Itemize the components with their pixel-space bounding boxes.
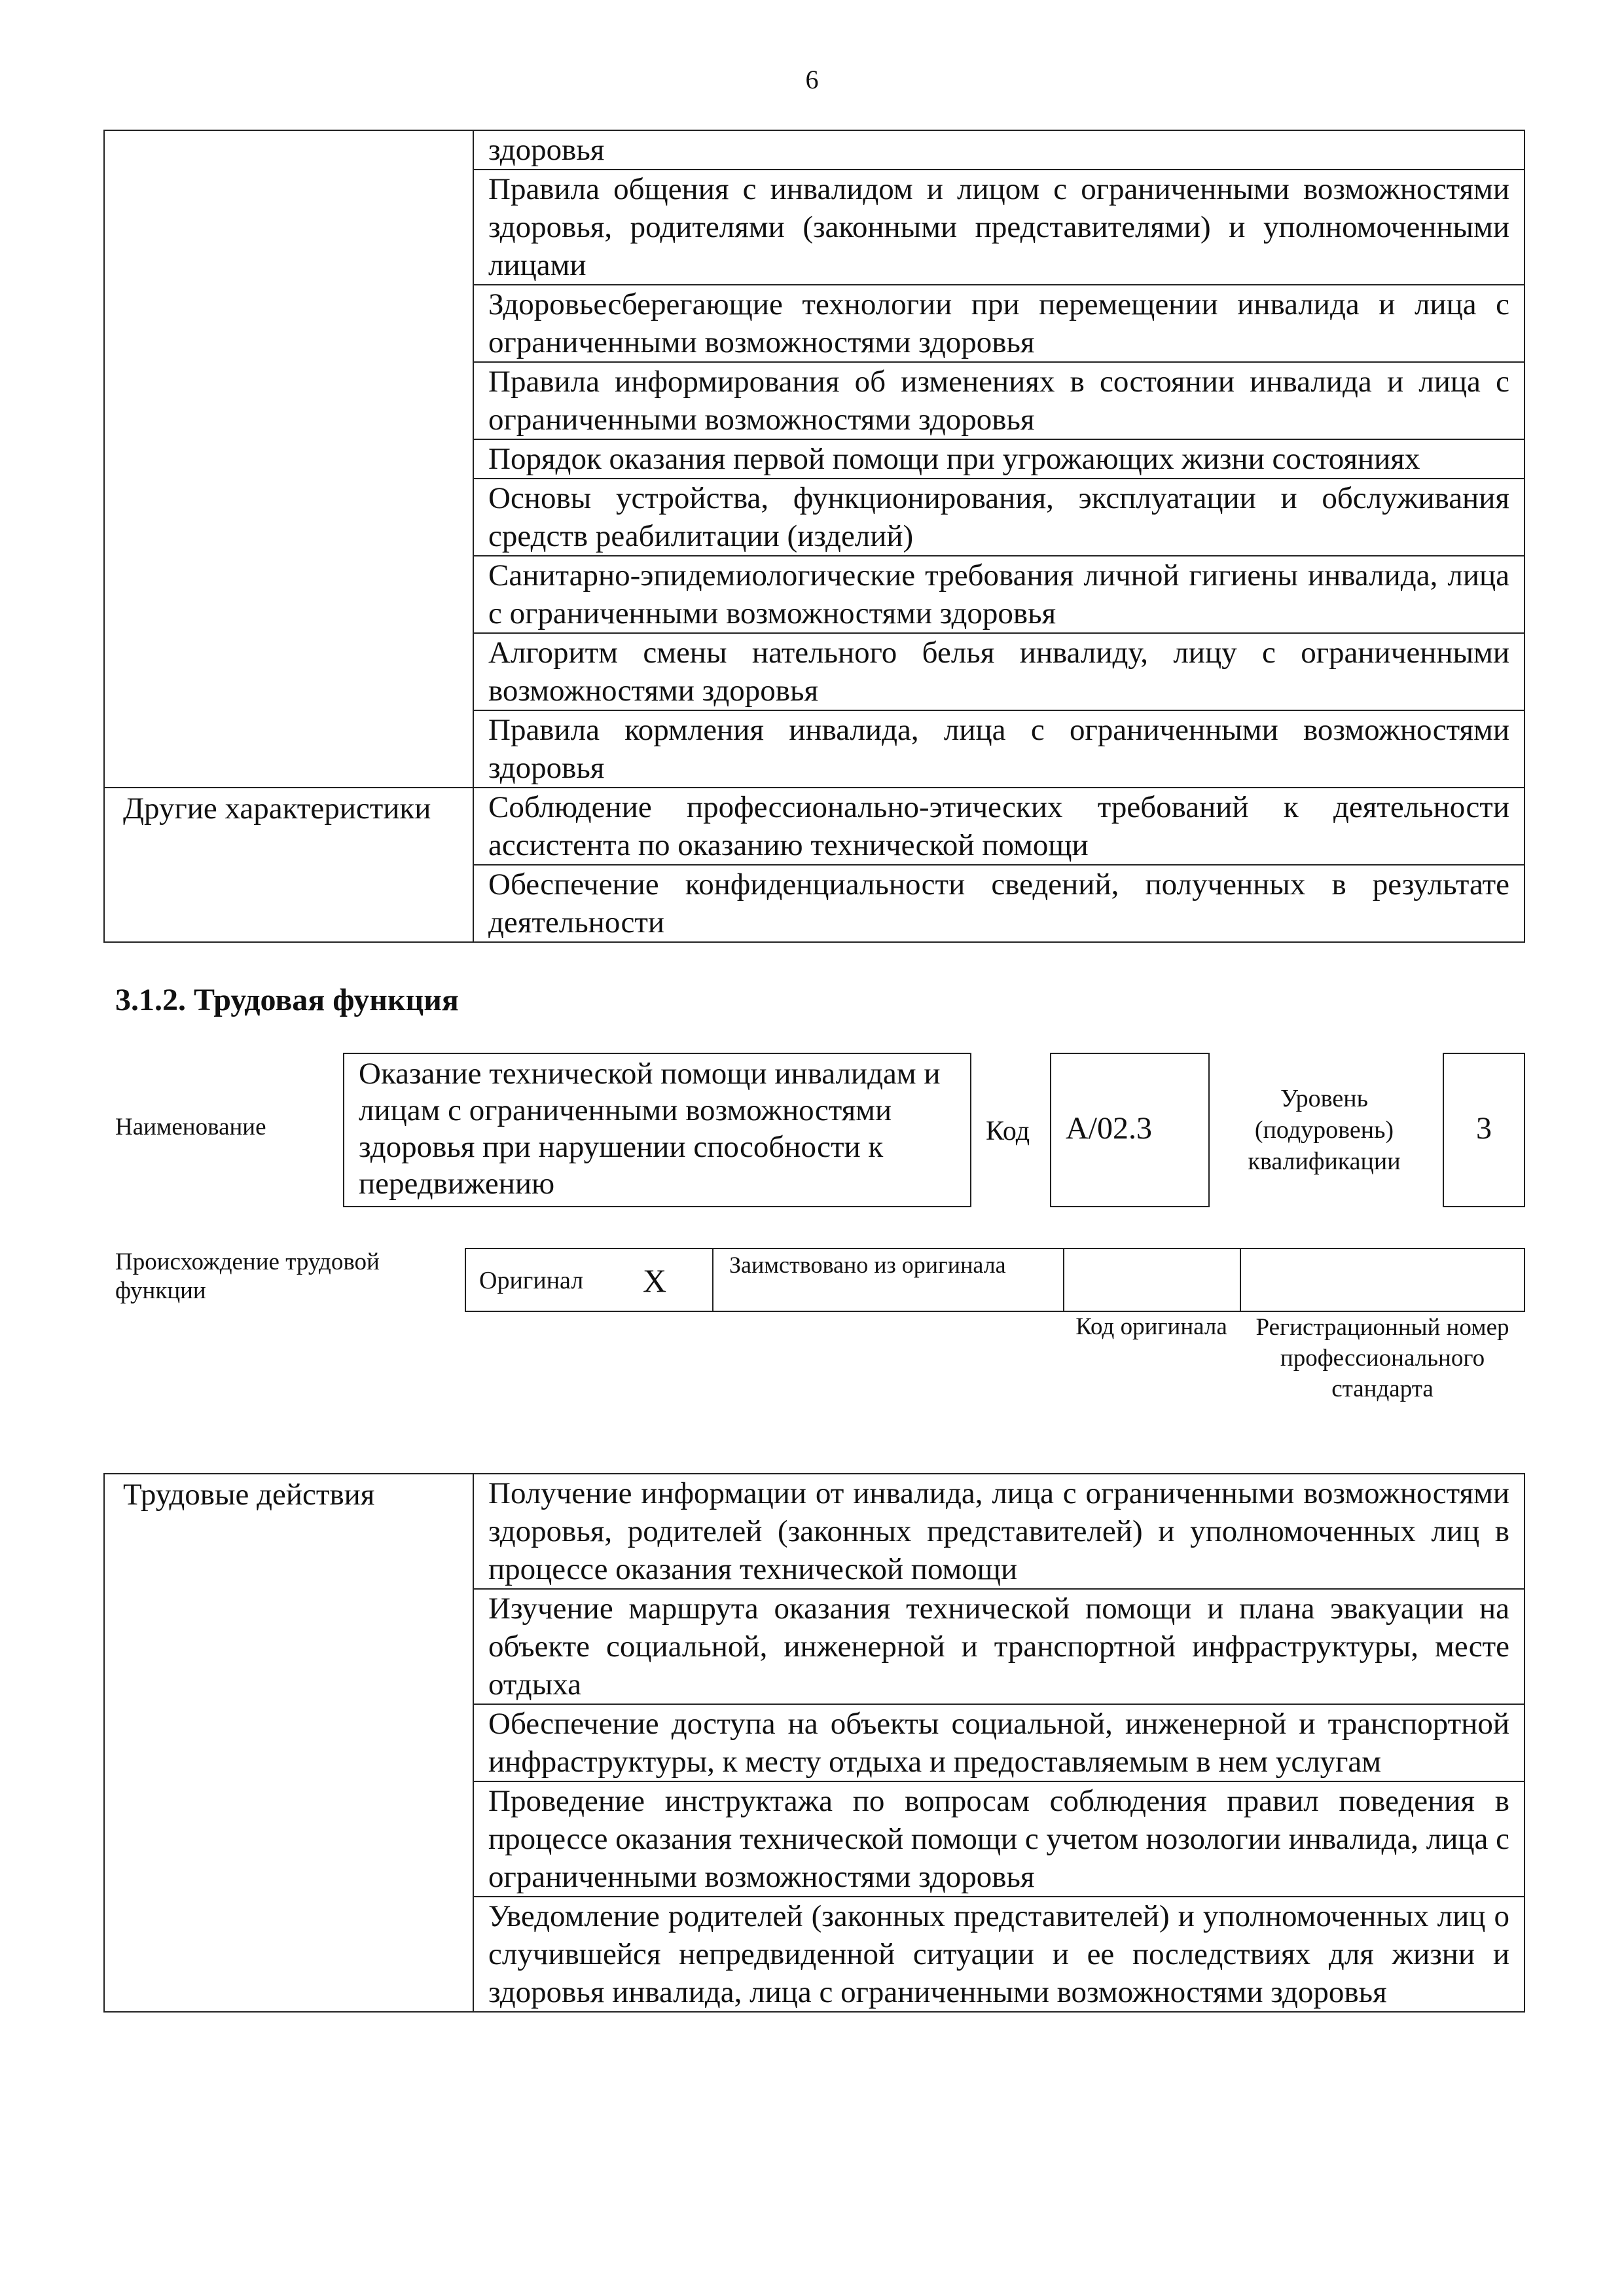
row-text-cell: Обеспечение конфиденциальности сведений, полученных в результате деятельности — [473, 865, 1525, 942]
knowledge-table — [103, 130, 1525, 943]
row-text-cell: Проведение инструктажа по вопросам соблюдения правил поведения в процессе оказания технической помощи с учетом нозологии инвалида, лица с ограниченными возможностями здоровья — [473, 1781, 1525, 1897]
level-box — [1443, 1053, 1525, 1207]
function-name: Оказание технической помощи инвалидам и лицам с ограниченными возможностями здоровья при нарушении способности к передвижению — [359, 1057, 941, 1201]
name-label: Наименование — [115, 1114, 266, 1140]
actions-table — [103, 1473, 1525, 2013]
row-label-cell: Трудовые действия — [104, 1474, 473, 2012]
code-label: Код — [986, 1116, 1030, 1146]
row-text-cell: Уведомление родителей (законных представителей) и уполномоченных лиц о случившейся непредвиденной ситуации и ее последствиях для жизни и здоровья инвалида, лица с ограниченными возможностями здоровья — [473, 1897, 1525, 2012]
code-original-caption: Код оригинала — [1075, 1313, 1227, 1340]
row-text-cell: Соблюдение профессионально-этических требований к деятельности ассистента по оказанию технической помощи — [473, 788, 1525, 865]
row-text-cell: Получение информации от инвалида, лица с ограниченными возможностями здоровья, родителей (законных представителей) и уполномоченных лиц в процессе оказания технической помощи — [473, 1474, 1525, 1589]
row-text-cell: Порядок оказания первой помощи при угрожающих жизни состояниях — [473, 439, 1525, 479]
code-value: А/02.3 — [1066, 1111, 1152, 1146]
original-mark: X — [643, 1262, 667, 1299]
row-text-cell: Правила информирования об изменениях в состоянии инвалида и лица с ограниченными возможностями здоровья — [473, 362, 1525, 439]
row-text-cell: Алгоритм смены нательного белья инвалиду, лицу с ограниченными возможностями здоровья — [473, 633, 1525, 710]
borrowed-cell — [713, 1249, 1064, 1311]
table-row — [104, 130, 1525, 170]
reg-number-cell — [1241, 1249, 1524, 1311]
row-text-cell: Санитарно-эпидемиологические требования личной гигиены инвалида, лица с ограниченными возможностями здоровья — [473, 556, 1525, 633]
origin-label: Происхождение трудовой функции — [115, 1248, 380, 1304]
row-text-cell: здоровья — [473, 130, 1525, 170]
reg-number-caption: Регистрационный номер профессионального стандарта — [1255, 1314, 1509, 1402]
borrowed-label: Заимствовано из оригинала — [729, 1252, 1006, 1278]
row-text-cell: Правила кормления инвалида, лица с ограниченными возможностями здоровья — [473, 710, 1525, 788]
table-row — [104, 788, 1525, 865]
code-original-cell — [1064, 1249, 1241, 1311]
section-heading: 3.1.2. Трудовая функция — [115, 983, 459, 1017]
level-label: Уровень (подуровень) квалификации — [1248, 1085, 1401, 1175]
origin-table — [465, 1248, 1525, 1312]
level-value: 3 — [1476, 1111, 1492, 1146]
table-row — [104, 1474, 1525, 1589]
row-text-cell: Основы устройства, функционирования, эксплуатации и обслуживания средств реабилитации (изделий) — [473, 479, 1525, 556]
row-label-cell: Другие характеристики — [104, 788, 473, 942]
original-cell — [466, 1249, 713, 1311]
row-label-cell — [104, 130, 473, 788]
page-number: 6 — [805, 65, 819, 94]
row-text-cell: Изучение маршрута оказания технической помощи и плана эвакуации на объекте социальной, инженерной и транспортной инфраструктуры, месте отдыха — [473, 1589, 1525, 1704]
code-box — [1050, 1053, 1210, 1207]
row-text-cell: Обеспечение доступа на объекты социальной, инженерной и транспортной инфраструктуры, к месту отдыха и предоставляемым в нем услугам — [473, 1704, 1525, 1781]
row-text-cell: Здоровьесберегающие технологии при перемещении инвалида и лица с ограниченными возможностями здоровья — [473, 285, 1525, 362]
original-label: Оригинал — [479, 1267, 584, 1294]
name-box — [343, 1053, 971, 1207]
row-text-cell: Правила общения с инвалидом и лицом с ограниченными возможностями здоровья, родителями (законными представителями) и уполномоченными лицами — [473, 170, 1525, 285]
